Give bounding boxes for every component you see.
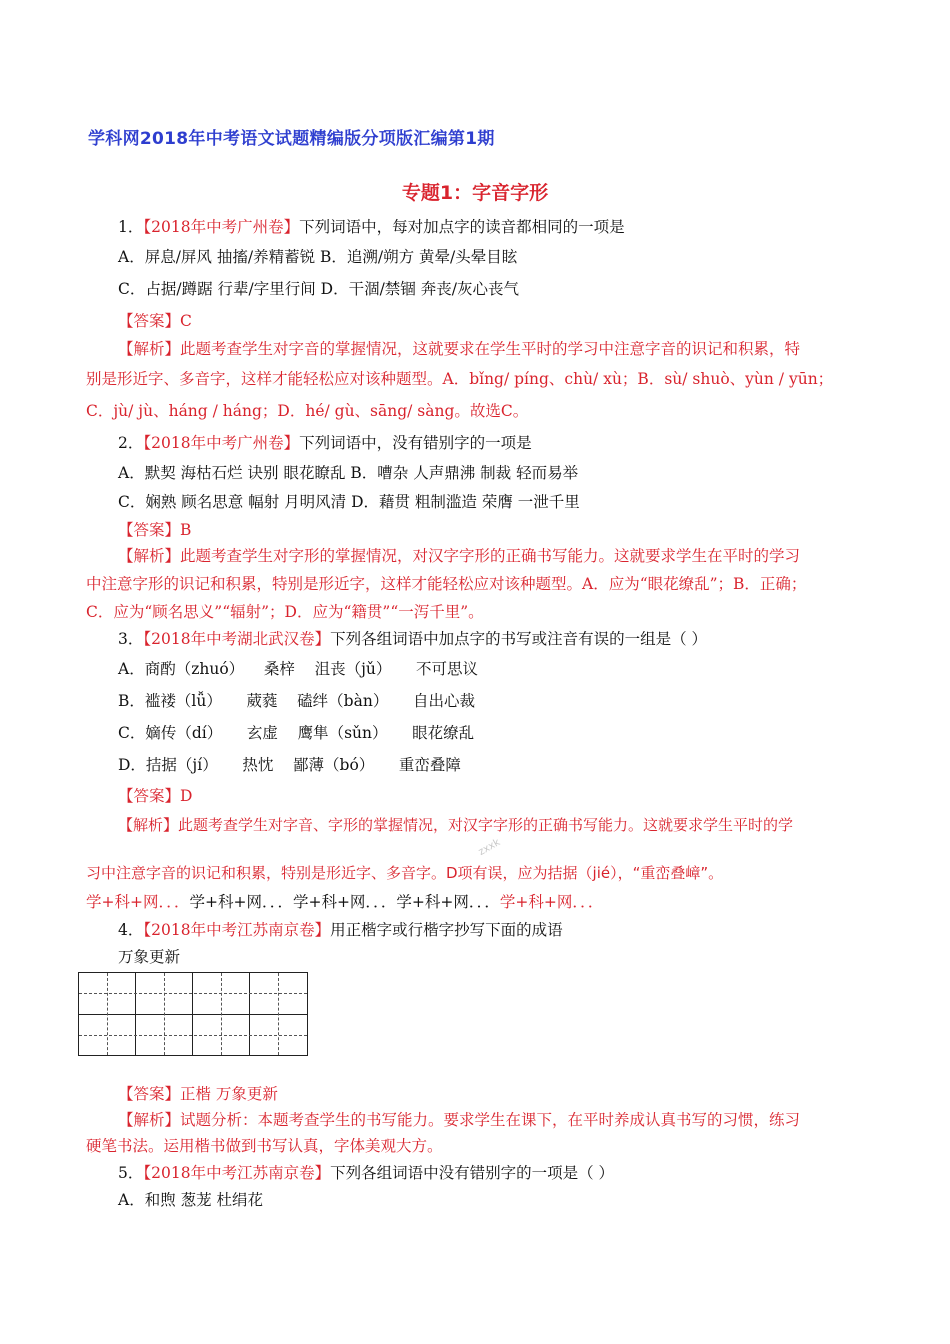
grid-guide-line [278, 973, 279, 1055]
watermark: zxxk [476, 837, 503, 858]
question-2-answer: 【答案】B [118, 521, 192, 539]
question-3-option-c: C．嫡传（dí） 玄虚 鹰隼（sǔn） 眼花缭乱 [118, 724, 475, 742]
question-2-explanation-2: 中注意字形的识记和积累，特别是形近字，这样才能轻松应对该种题型。A．应为“眼花缭乱”；B．正确； [86, 575, 807, 593]
question-1-options-ab: A．屏息/屏风 抽搐/养精蓄锐 B．追溯/朔方 黄晕/头晕目眩 [118, 248, 518, 266]
question-1-options-cd: C．占据/蹲踞 行辈/字里行间 D．干涸/禁锢 奔丧/灰心丧气 [118, 280, 519, 298]
question-2-options-cd: C．娴熟 顾名思意 幅射 月明风清 D．藉贯 粗制滥造 荣膺 一泄千里 [118, 493, 580, 511]
question-4-phrase: 万象更新 [118, 948, 181, 966]
question-4-explanation-2: 硬笔书法。运用楷书做到书写认真，字体美观大方。 [86, 1137, 443, 1155]
grid-guide-line [107, 973, 108, 1055]
question-1-explanation-2: 别是形近字、多音字，这样才能轻松应对该种题型。A．bǐng/ píng、chù/ xù；B．sù/ shuò、yùn / yūn； [86, 370, 834, 388]
question-3-answer: 【答案】D [118, 787, 193, 805]
writing-grid [78, 972, 308, 1056]
grid-guide-line [79, 993, 307, 994]
question-4-answer: 【答案】正楷 万象更新 [118, 1085, 278, 1103]
question-3-option-b: B．褴褛（lǚ） 葳蕤 磕绊（bàn） 自出心裁 [118, 692, 475, 710]
question-2-options-ab: A．默契 海枯石烂 诀别 眼花瞭乱 B．嘈杂 人声鼎沸 制裁 轻而易举 [118, 464, 579, 482]
grid-guide-line [79, 1035, 307, 1036]
question-5-stem: 5．【2018年中考江苏南京卷】下列各组词语中没有错别字的一项是（ ） [118, 1164, 615, 1182]
question-1-explanation-3: C．jù/ jù、háng / háng；D．hé/ gù、sāng/ sàng。故选C。 [86, 402, 529, 420]
question-3-option-d: D．拮据（jí） 热忱 鄙薄（bó） 重峦叠障 [118, 756, 461, 774]
section-title: 专题1：字音字形 [401, 182, 549, 204]
grid-guide-line [221, 973, 222, 1055]
question-3-stem: 3．【2018年中考湖北武汉卷】下列各组词语中加点字的书写或注音有误的一组是（ ） [118, 630, 708, 648]
grid-row-divider [79, 1014, 307, 1015]
question-3-explanation-1: 【解析】此题考查学生对字音、字形的掌握情况，对汉字字形的正确书写能力。这就要求学生平时的学 [118, 816, 794, 834]
question-3-watermark-text: 学+科+网．．．学+科+网．．．学+科+网．．．学+科+网．．．学+科+网．．． [86, 893, 604, 911]
document-header: 学科网2018年中考语文试题精编版分项版汇编第1期 [88, 129, 495, 149]
question-2-stem: 2．【2018年中考广州卷】下列词语中，没有错别字的一项是 [118, 434, 532, 452]
question-4-explanation-1: 【解析】试题分析：本题考查学生的书写能力。要求学生在课下，在平时养成认真书写的习惯，练习 [118, 1111, 801, 1129]
question-2-explanation-3: C．应为“顾名思义”“辐射”；D．应为“籍贯”“一泻千里”。 [86, 603, 484, 621]
question-4-stem: 4．【2018年中考江苏南京卷】用正楷字或行楷字抄写下面的成语 [118, 921, 563, 939]
question-5-option-a: A．和煦 葱茏 杜绢花 [118, 1191, 264, 1209]
question-1-explanation-1: 【解析】此题考查学生对字音的掌握情况，这就要求在学生平时的学习中注意字音的识记和积累，特 [118, 340, 801, 358]
question-2-explanation-1: 【解析】此题考查学生对字形的掌握情况，对汉字字形的正确书写能力。这就要求学生在平时的学习 [118, 547, 801, 565]
question-1-answer: 【答案】C [118, 312, 192, 330]
question-1-stem: 1．【2018年中考广州卷】下列词语中，每对加点字的读音都相同的一项是 [118, 218, 625, 236]
grid-guide-line [164, 973, 165, 1055]
question-3-option-a: A．商酌（zhuó） 桑梓 沮丧（jǔ） 不可思议 [118, 660, 478, 678]
question-3-explanation-2: 习中注意字音的识记和积累，特别是形近字、多音字。D项有误，应为拮据（jié），“重峦叠嶂”。 [86, 864, 724, 882]
